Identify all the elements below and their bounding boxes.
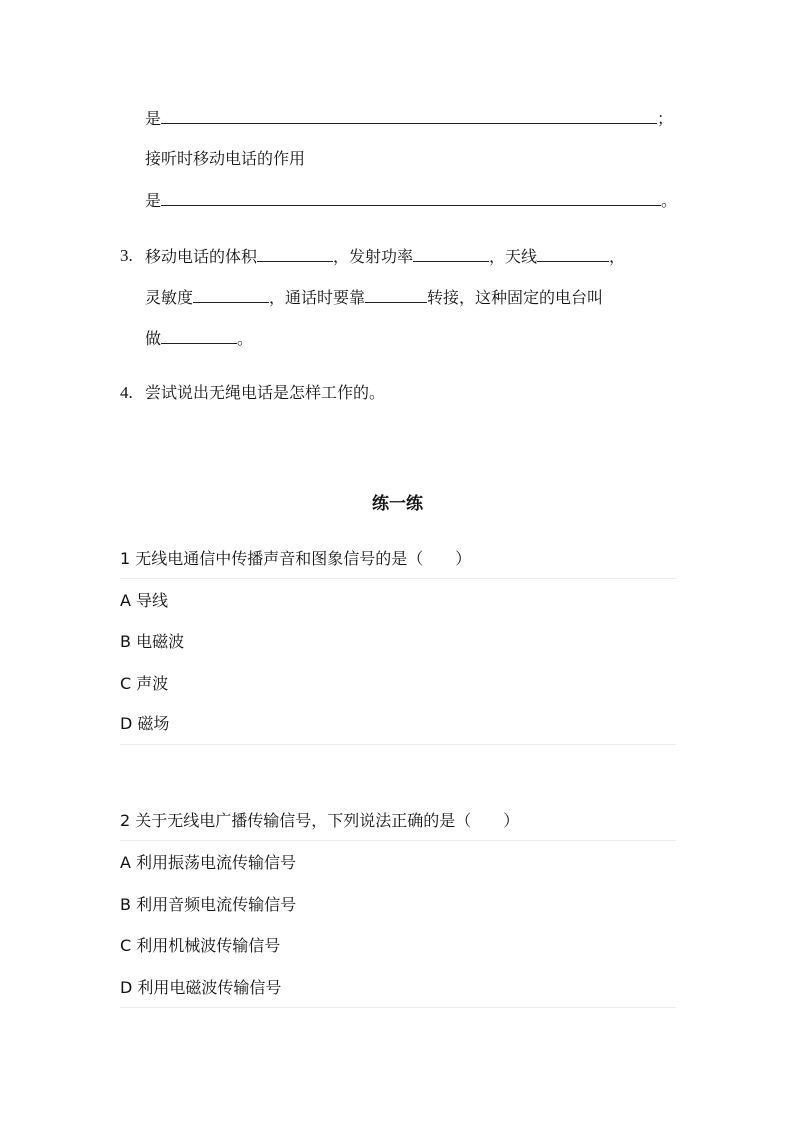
divider	[120, 840, 676, 841]
section-title: 练一练	[372, 494, 423, 514]
mcq-1-stem: 1 无线电通信中传播声音和图象信号的是（ ）	[120, 549, 472, 568]
answer-blank[interactable]	[537, 246, 609, 262]
q3-text: ，通话时要靠	[269, 288, 366, 307]
question-3-number: 3.	[120, 246, 133, 265]
mcq-1-option-c[interactable]: C 声波	[120, 674, 169, 693]
mcq-2-stem: 2 关于无线电广播传输信号，下列说法正确的是（ ）	[120, 811, 520, 830]
q3-text: 移动电话的体积	[145, 247, 258, 266]
q3-text: 做	[145, 329, 162, 348]
mcq-1-option-a[interactable]: A 导线	[120, 591, 169, 610]
q3-text: ，	[609, 247, 626, 266]
answer-blank[interactable]	[161, 108, 657, 124]
answer-blank[interactable]	[161, 328, 237, 344]
answer-line-1-suffix: ；	[657, 109, 674, 128]
answer-line-3-suffix: 。	[661, 191, 678, 210]
mcq-2-option-d[interactable]: D 利用电磁波传输信号	[120, 978, 282, 997]
answer-blank[interactable]	[257, 246, 333, 262]
q3-text: 。	[237, 329, 254, 348]
answer-line-3	[145, 190, 677, 211]
answer-line-3-prefix: 是	[145, 191, 162, 210]
question-4-number: 4.	[120, 383, 133, 402]
mcq-1-option-d[interactable]: D 磁场	[120, 714, 170, 733]
answer-blank[interactable]	[365, 287, 427, 303]
divider	[120, 744, 676, 745]
mcq-1-option-b[interactable]: B 电磁波	[120, 632, 185, 651]
q3-text: 转接，这种固定的电台叫	[427, 288, 604, 307]
answer-blank[interactable]	[193, 287, 269, 303]
mcq-2-option-a[interactable]: A 利用振荡电流传输信号	[120, 853, 297, 872]
q3-text: ，发射功率	[333, 247, 414, 266]
question-3-line-2	[145, 287, 603, 308]
answer-line-1	[145, 108, 673, 129]
answer-line-2	[145, 149, 305, 169]
answer-blank[interactable]	[413, 246, 489, 262]
divider	[120, 578, 676, 579]
answer-blank[interactable]	[161, 190, 661, 206]
mcq-2-option-b[interactable]: B 利用音频电流传输信号	[120, 895, 297, 914]
q3-text: 灵敏度	[145, 288, 194, 307]
answer-line-2-text: 接听时移动电话的作用	[145, 149, 306, 168]
mcq-2-option-c[interactable]: C 利用机械波传输信号	[120, 936, 281, 955]
divider	[120, 1007, 676, 1008]
question-3-line-1	[145, 246, 625, 267]
q3-text: ，天线	[489, 247, 538, 266]
question-4-text: 尝试说出无绳电话是怎样工作的。	[145, 383, 386, 402]
answer-line-1-prefix: 是	[145, 109, 162, 128]
question-3-line-3	[145, 328, 253, 349]
